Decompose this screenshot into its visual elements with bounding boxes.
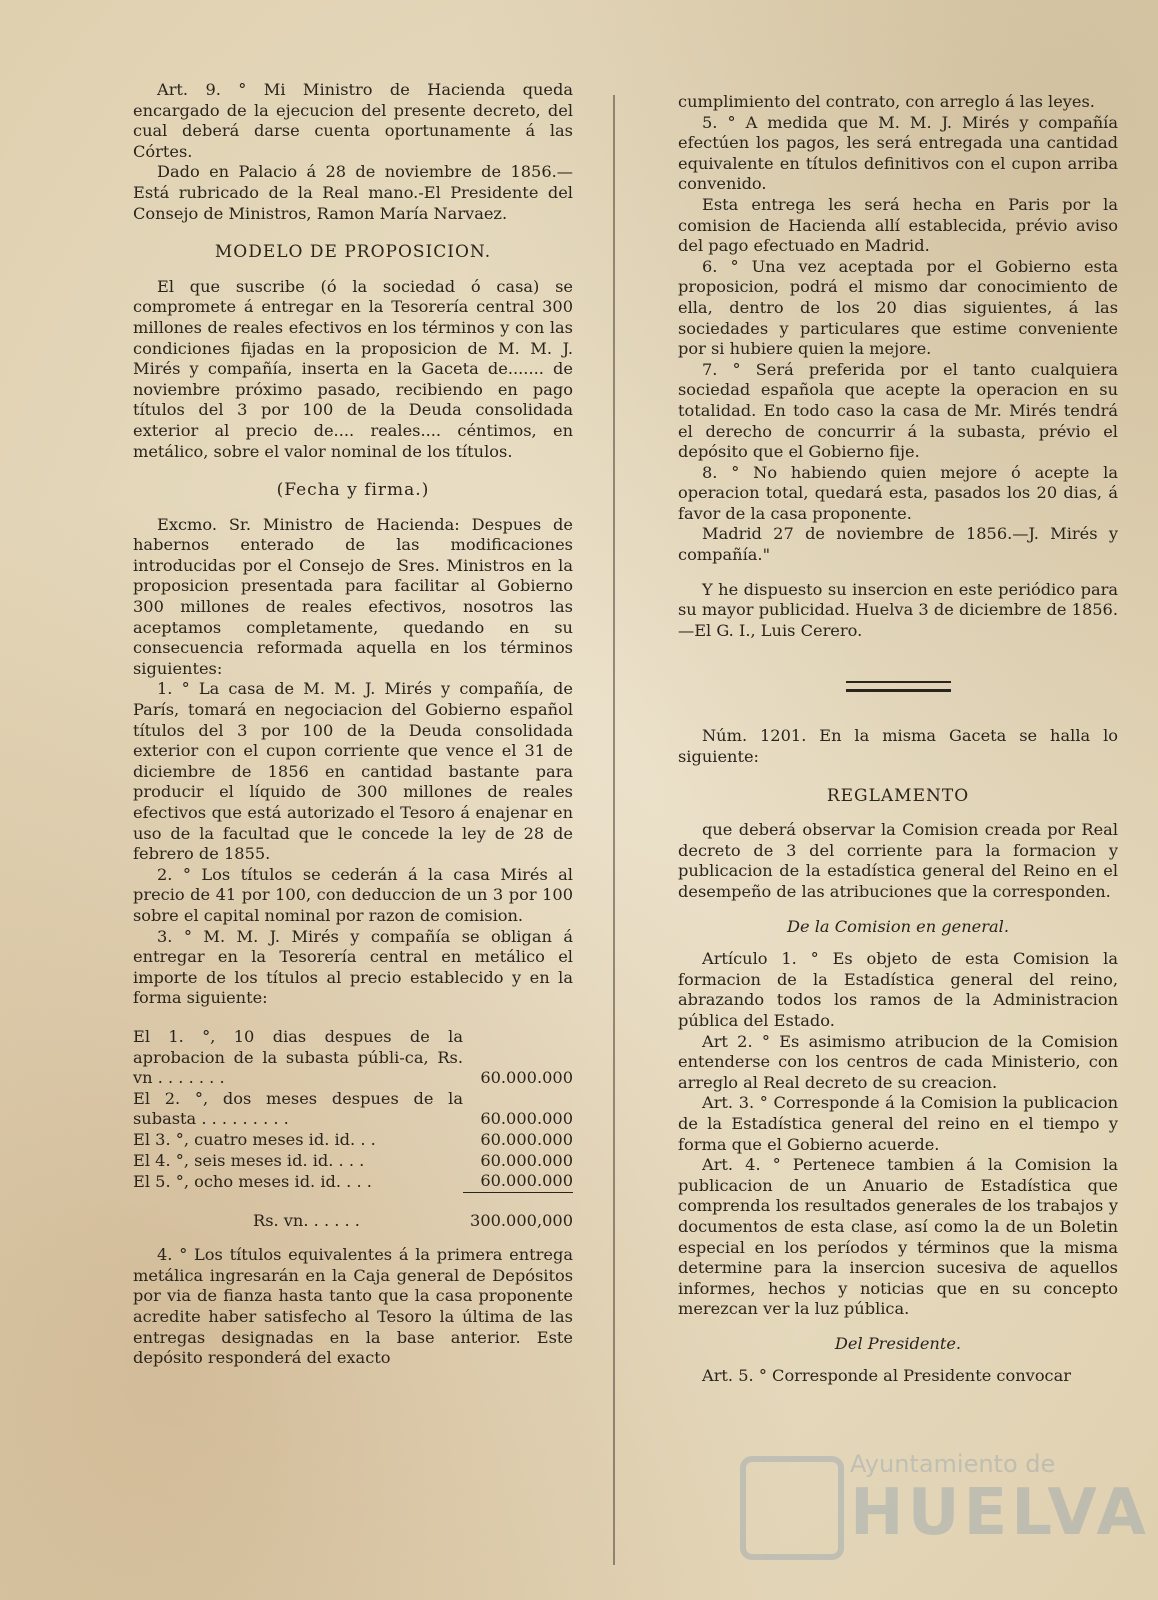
payment-row — [133, 1027, 573, 1089]
shield-icon — [740, 1456, 844, 1560]
article-9: Art. 9. ° Mi Ministro de Hacienda queda encargado de la ejecucion del presente decreto, del cual deberá darse cuenta oportunamente á las Córtes. — [133, 80, 573, 161]
total-label: Rs. vn. . . . . . — [253, 1210, 360, 1230]
payment-row — [133, 1151, 573, 1172]
clause-8: 8. ° No habiendo quien mejore ó acepte la operacion total, quedará esta, pasados los 20 dias, á favor de la casa proponente. — [678, 462, 1118, 523]
clause-1: 1. ° La casa de M. M. J. Mirés y compañía, de París, tomará en negociacion del Gobierno español títulos del 3 por 100 de la Deuda consolidada exterior con el cupon corriente que vence el 31 de diciembre de 1856 en cantidad bastante para producir el líquido de 300 millones de reales efectivos que está autorizado el Tesoro á enajenar en uso de la facultad que le concede la ley de 28 de febrero de 1855. — [133, 679, 573, 864]
watermark-top-text: Ayuntamiento de — [850, 1450, 1056, 1478]
right-column — [678, 92, 1118, 1387]
modelo-text: El que suscribe (ó la sociedad ó casa) se compromete á entregar en la Tesorería central 300 millones de reales efectivos en los términos y con las condiciones fijadas en la proposicion de M. M. J. Mirés y compañía, inserta en la Gaceta de....... de noviembre próximo pasado, recibiendo en pago títulos del 3 por 100 de la Deuda consolidada exterior al precio de.... reales.... céntimos, en metálico, sobre el valor nominal de los títulos. — [133, 276, 573, 461]
modelo-title: MODELO DE PROPOSICION. — [214, 242, 492, 263]
payment-row — [133, 1089, 573, 1130]
payment-row — [133, 1171, 573, 1192]
madrid-signature: Madrid 27 de noviembre de 1856.—J. Mirés y compañía." — [678, 524, 1118, 565]
huelva-insertion: Y he dispuesto su insercion en este periódico para su mayor publicidad. Huelva 3 de diciembre de 1856.—El G. I., Luis Cerero. — [678, 579, 1118, 640]
ornament-divider — [846, 681, 951, 692]
payment-row — [133, 1130, 573, 1151]
payment-amount: 60.000.000 — [463, 1171, 573, 1192]
payment-label: El 2. °, dos meses despues de la subasta . . . . . . . . . — [133, 1088, 463, 1129]
num-1201: Núm. 1201. En la misma Gaceta se halla lo siguiente: — [678, 726, 1118, 767]
section-presidente: Del Presidente. — [834, 1333, 962, 1353]
reglamento-intro: que deberá observar la Comision creada por Real decreto de 3 del corriente para la formacion y publicacion de la estadística general del Reino en el desempeño de las atribuciones que la corresponden. — [678, 820, 1118, 901]
excmo-paragraph: Excmo. Sr. Ministro de Hacienda: Despues de habernos enterado de las modificaciones introducidas por el Consejo de Sres. Ministros en la proposicion presentada para facilitar al Gobierno 300 millones de reales efectivos, nosotros las aceptamos completamente, quedando en su consecuencia reformada aquella en los términos siguientes: — [133, 514, 573, 678]
column-divider — [613, 95, 615, 1565]
article-2: Art 2. ° Es asimismo atribucion de la Comision entenderse con los centros de cada Ministerio, con arreglo al Real decreto de su creacion. — [678, 1031, 1118, 1092]
payment-label: El 4. °, seis meses id. id. . . . — [133, 1150, 365, 1170]
clause-3: 3. ° M. M. J. Mirés y compañía se obligan á entregar en la Tesorería central en metálico el importe de los títulos al precio establecido y en la forma siguiente: — [133, 926, 573, 1008]
clause-5: 5. ° A medida que M. M. J. Mirés y compañía efectúen los pagos, les será entregada una cantidad equivalente en títulos definitivos con el cupon arriba convenido. — [678, 112, 1118, 194]
payment-amount: 60.000.000 — [480, 1150, 573, 1170]
total-amount: 300.000,000 — [470, 1210, 573, 1230]
watermark-big-text: HUELVA — [850, 1476, 1150, 1550]
payment-amount: 60.000.000 — [480, 1068, 573, 1088]
fecha-firma: (Fecha y firma.) — [276, 480, 430, 501]
left-column — [133, 80, 573, 1369]
reglamento-title: REGLAMENTO — [826, 785, 970, 806]
clause-4: 4. ° Los títulos equivalentes á la primera entrega metálica ingresarán en la Caja general de Depósitos por via de fianza hasta tanto que la casa proponente acredite haber satisfecho al Tesoro la última de las entregas designadas en la base anterior. Este depósito responderá del exacto — [133, 1245, 573, 1368]
payment-amount: 60.000.000 — [480, 1129, 573, 1149]
article-5: Art. 5. ° Corresponde al Presidente convocar — [702, 1366, 1072, 1386]
section-comision-general: De la Comision en general. — [787, 916, 1009, 936]
payment-amount: 60.000.000 — [480, 1109, 573, 1129]
payment-label: El 5. °, ocho meses id. id. . . . — [133, 1171, 372, 1191]
clause-6: 6. ° Una vez aceptada por el Gobierno esta proposicion, podrá el mismo dar conocimiento de ella, dentro de los 20 dias siguientes, á las sociedades y particulares que estime conveniente por si hubiere quien la mejore. — [678, 256, 1118, 359]
payment-table — [133, 1027, 573, 1193]
archive-watermark — [740, 1448, 1150, 1558]
payment-total — [133, 1211, 573, 1232]
article-3: Art. 3. ° Corresponde á la Comision la publicacion de la Estadística general del reino en el tiempo y forma que el Gobierno acuerde. — [678, 1093, 1118, 1154]
article-1: Artículo 1. ° Es objeto de esta Comision la formacion de la Estadística general del reino, abrazando todos los ramos de la Administracion pública del Estado. — [678, 949, 1118, 1030]
payment-label: El 3. °, cuatro meses id. id. . . — [133, 1129, 376, 1149]
clause-4-continuation: cumplimiento del contrato, con arreglo á las leyes. — [678, 92, 1095, 111]
clause-5b: Esta entrega les será hecha en Paris por la comision de Hacienda allí establecida, prévio aviso del pago efectuado en Madrid. — [678, 194, 1118, 256]
payment-label: El 1. °, 10 dias despues de la aprobacion de la subasta públi-ca, Rs. vn . . . . . . . — [133, 1026, 463, 1088]
clause-7: 7. ° Será preferida por el tanto cualquiera sociedad española que acepte la operacion en su totalidad. En todo caso la casa de Mr. Mirés tendrá el derecho de concurrir á la subasta, prévio el depósito que el Gobierno fije. — [678, 359, 1118, 462]
clause-2: 2. ° Los títulos se cederán á la casa Mirés al precio de 41 por 100, con deduccion de un 3 por 100 sobre el capital nominal por razon de comision. — [133, 864, 573, 925]
article-4: Art. 4. ° Pertenece tambien á la Comision la publicacion de un Anuario de Estadística que comprenda los resultados generales de los trabajos y documentos de esta clase, así como la de un Boletin especial en los períodos y términos que la misma determine para la insercion sucesiva de aquellos informes, hechos y noticias que en su concepto merezcan ver la luz pública. — [678, 1155, 1118, 1319]
dado-en-palacio: Dado en Palacio á 28 de noviembre de 1856.— Está rubricado de la Real mano.-El Presidente del Consejo de Ministros, Ramon María Narvaez. — [133, 162, 573, 223]
